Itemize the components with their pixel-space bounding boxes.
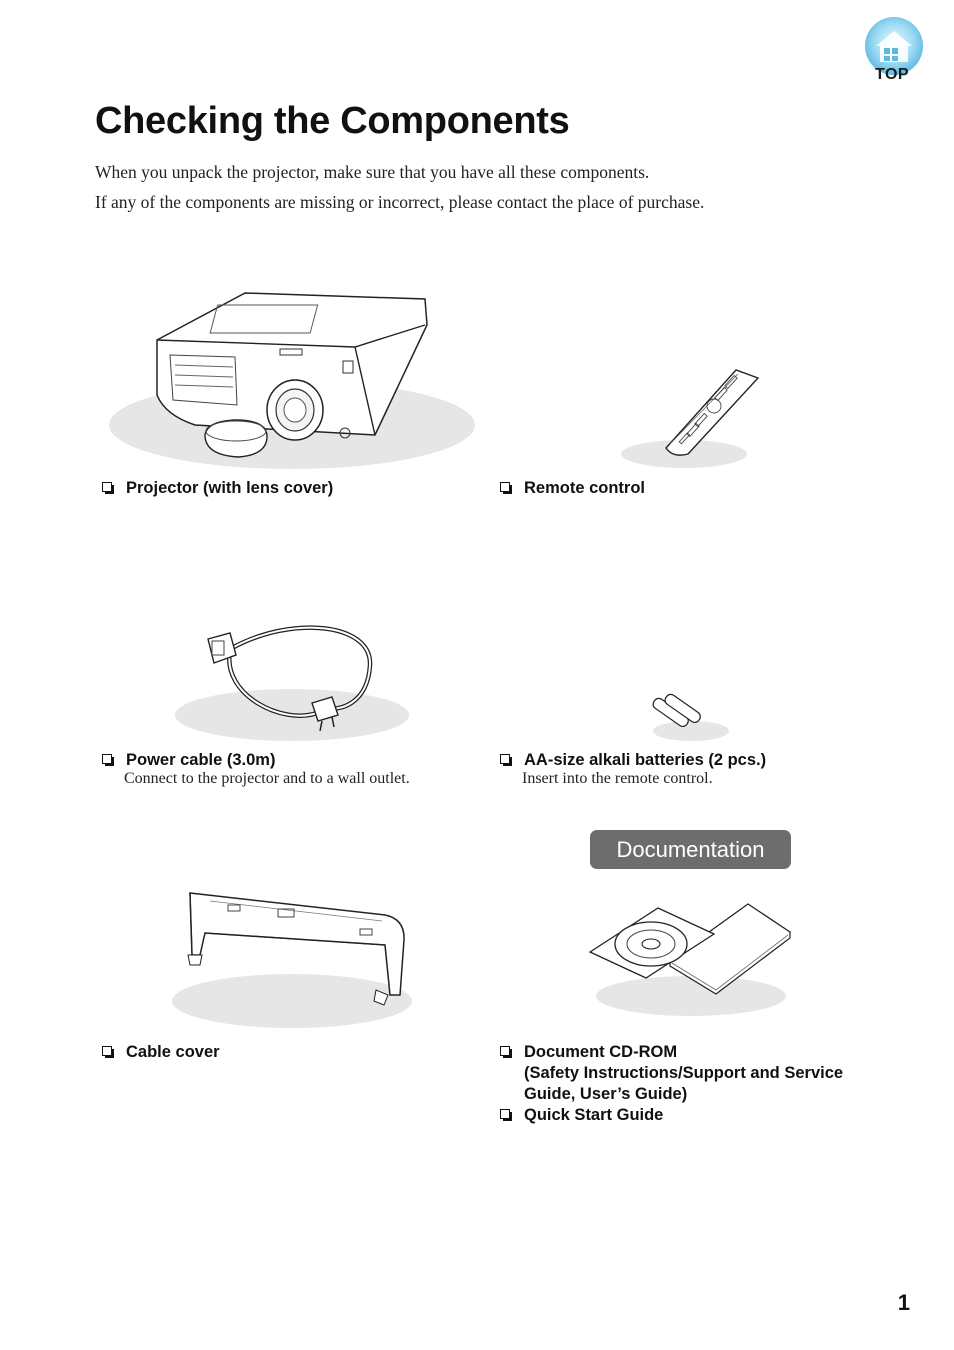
cable-cover-illustration <box>170 885 420 1035</box>
page-number: 1 <box>897 1290 910 1315</box>
component-document-cd-rom: Document CD-ROM (Safety Instructions/Support and Service Guide, User’s Guide) <box>500 1042 843 1105</box>
component-projector: Projector (with lens cover) <box>102 478 333 499</box>
top-nav-button[interactable] <box>862 16 926 86</box>
batteries-description: Insert into the remote control. <box>522 770 713 787</box>
documentation-heading: Documentation <box>590 830 791 869</box>
checkbox-icon <box>500 1046 510 1056</box>
checkbox-icon <box>102 754 112 764</box>
component-remote-control: Remote control <box>500 478 645 499</box>
remote-control-illustration <box>618 362 778 472</box>
intro-text-1: When you unpack the projector, make sure that you have all these components. <box>95 162 650 182</box>
component-quick-start-guide: Quick Start Guide <box>500 1105 663 1126</box>
top-label: TOP <box>875 66 910 83</box>
checkbox-icon <box>102 482 112 492</box>
component-batteries: AA-size alkali batteries (2 pcs.) <box>500 750 766 771</box>
checkbox-icon <box>500 1109 510 1119</box>
checkbox-icon <box>500 754 510 764</box>
projector-illustration <box>105 285 485 475</box>
checkbox-icon <box>102 1046 112 1056</box>
component-power-cable: Power cable (3.0m) <box>102 750 275 771</box>
component-cable-cover: Cable cover <box>102 1042 220 1063</box>
page-title: Checking the Components <box>95 100 570 142</box>
power-cable-illustration <box>172 615 422 745</box>
power-cable-description: Connect to the projector and to a wall outlet. <box>124 770 410 787</box>
batteries-illustration <box>645 693 735 743</box>
intro-text-2: If any of the components are missing or incorrect, please contact the place of purchase. <box>95 192 705 212</box>
checkbox-icon <box>500 482 510 492</box>
documentation-illustration <box>588 900 798 1020</box>
